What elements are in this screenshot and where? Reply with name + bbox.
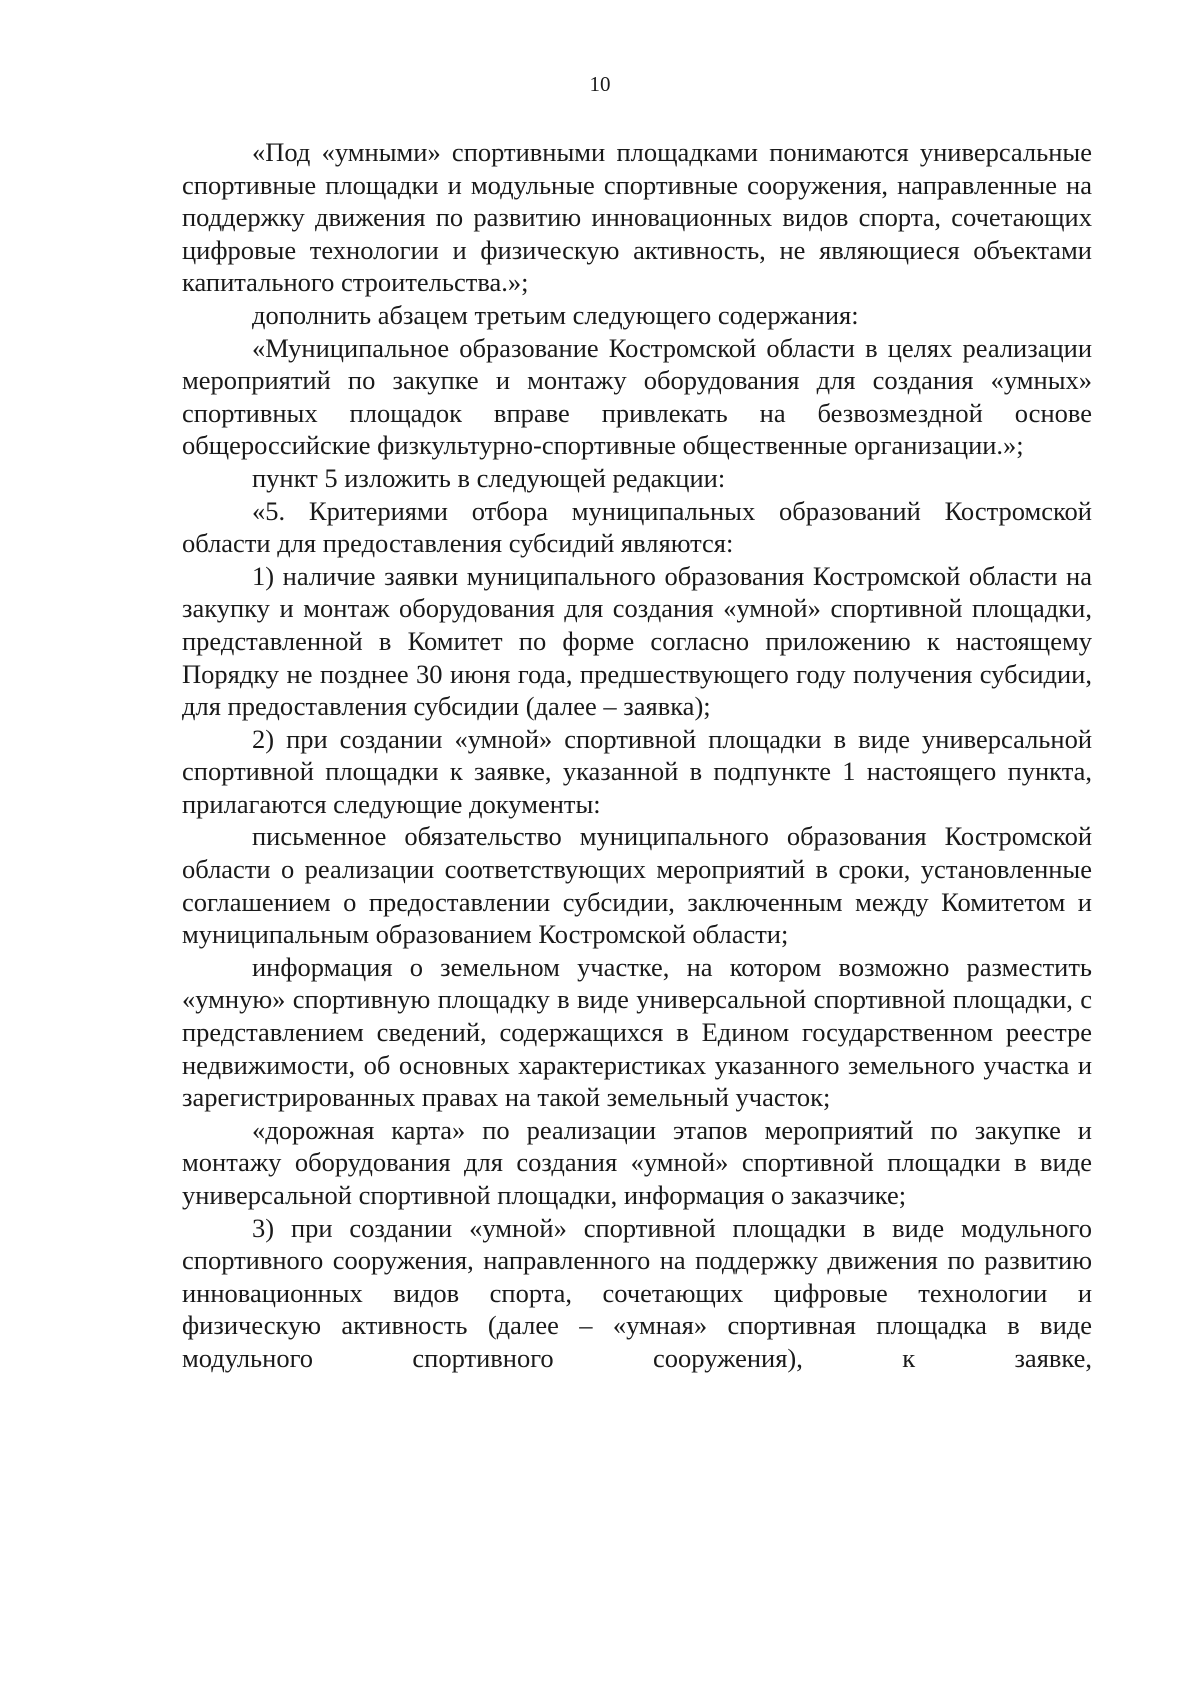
paragraph-criterion-1: 1) наличие заявки муниципального образования Костромской области на закупку и монтаж оборудования для создания «умной» спортивной площадки, представленной в Комитет по форме согласно приложению к настоящему Порядку не позднее 30 июня года, предшествующего году получения субсидии, для предоставления субсидии (далее – заявка);: [182, 560, 1092, 722]
paragraph-smart-sites-definition: «Под «умными» спортивными площадками понимаются универсальные спортивные площадки и модульные спортивные сооружения, направленные на поддержку движения по развитию инновационных видов спорта, сочетающих цифровые технологии и физическую активность, не являющиеся объектами капитального строительства.»;: [182, 137, 1092, 298]
paragraph-municipal-formation: «Муниципальное образование Костромской области в целях реализации мероприятий по закупке и монтажу оборудования для создания «умных» спортивных площадок вправе привлекать на безвозмездной основе общероссийские физкультурно-спортивные общественные организации.»;: [182, 332, 1092, 461]
paragraph-written-obligation: письменное обязательство муниципального образования Костромской области о реализации соответствующих мероприятий в сроки, установленные соглашением о предоставлении субсидии, заключенным между Комитетом и муниципальным образованием Костромской области;: [182, 821, 1092, 950]
document-body: [182, 136, 1092, 1375]
paragraph-criterion-2: 2) при создании «умной» спортивной площадки в виде универсальной спортивной площадки к заявке, указанной в подпункте 1 настоящего пункта, прилагаются следующие документы:: [182, 723, 1092, 819]
paragraph-selection-criteria: «5. Критериями отбора муниципальных образований Костромской области для предоставления субсидий являются:: [182, 495, 1092, 559]
paragraph-land-plot-info: информация о земельном участке, на котором возможно разместить «умную» спортивную площадку в виде универсальной спортивной площадки, с представлением сведений, содержащихся в Едином государственном реестре недвижимости, об основных характеристиках указанного земельного участка и зарегистрированных правах на такой земельный участок;: [182, 951, 1092, 1113]
page-number: 10: [589, 72, 611, 96]
paragraph-criterion-3: 3) при создании «умной» спортивной площадки в виде модульного спортивного сооружения, направленного на поддержку движения по развитию инновационных видов спорта, сочетающих цифровые технологии и физическую активность (далее – «умная» спортивная площадка в виде модульного спортивного сооружения), к заявке,: [182, 1212, 1092, 1373]
paragraph-road-map: «дорожная карта» по реализации этапов мероприятий по закупке и монтажу оборудования для создания «умной» спортивной площадки в виде универсальной спортивной площадки, информация о заказчике;: [182, 1114, 1092, 1210]
paragraph-amendment-instruction: дополнить абзацем третьим следующего содержания:: [252, 299, 859, 330]
paragraph-point-5-instruction: пункт 5 изложить в следующей редакции:: [252, 462, 726, 493]
